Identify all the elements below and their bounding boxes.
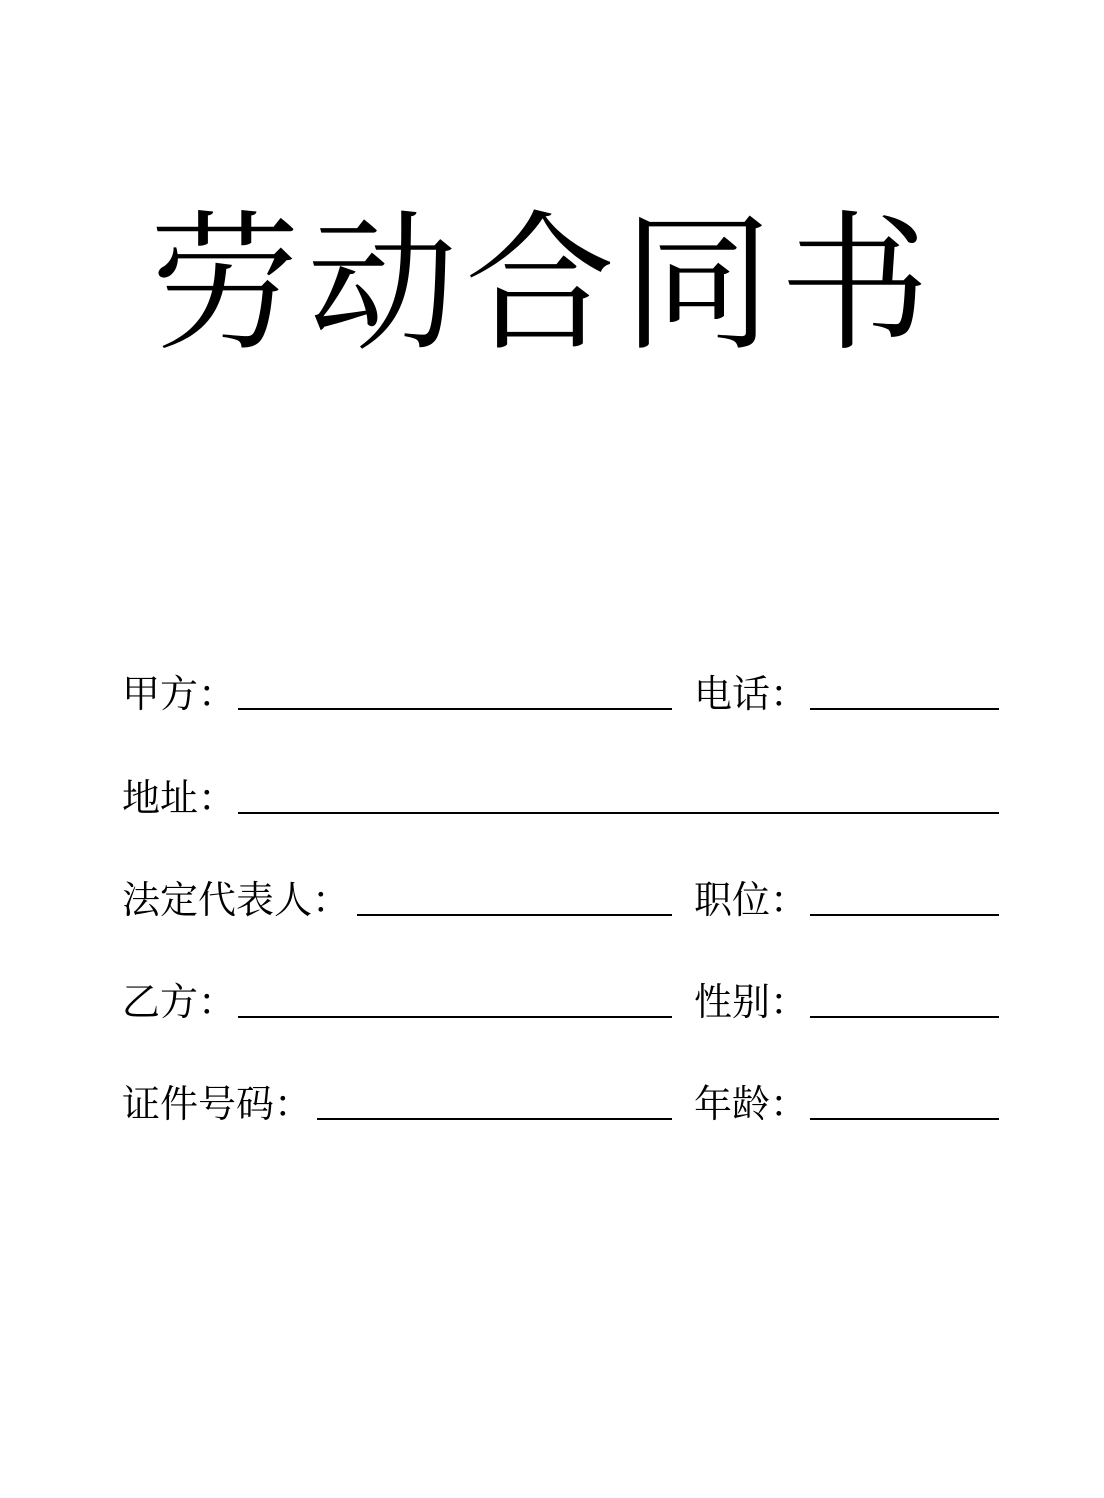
position-field[interactable] [810,914,999,916]
party-a-field[interactable] [238,708,672,710]
legal-rep-label: 法定代表人： [122,878,351,922]
party-a-label: 甲方： [122,672,237,716]
id-number-label: 证件号码： [122,1082,313,1126]
phone-field[interactable] [810,708,999,710]
document-title [150,200,930,370]
title-char: 劳 [150,198,301,372]
title-char: 合 [464,198,615,372]
title-char: 同 [622,198,773,372]
address-label: 地址： [122,776,237,820]
gender-field[interactable] [810,1016,999,1018]
phone-label: 电话： [694,672,809,716]
age-field[interactable] [810,1118,999,1120]
party-b-label: 乙方： [122,980,237,1024]
gender-label: 性别： [694,980,809,1024]
title-char: 动 [307,198,458,372]
position-label: 职位： [694,878,809,922]
title-char: 书 [779,198,930,372]
party-b-field[interactable] [238,1016,672,1018]
age-label: 年龄： [694,1082,809,1126]
id-number-field[interactable] [317,1118,672,1120]
address-field[interactable] [238,812,999,814]
legal-rep-field[interactable] [357,914,672,916]
